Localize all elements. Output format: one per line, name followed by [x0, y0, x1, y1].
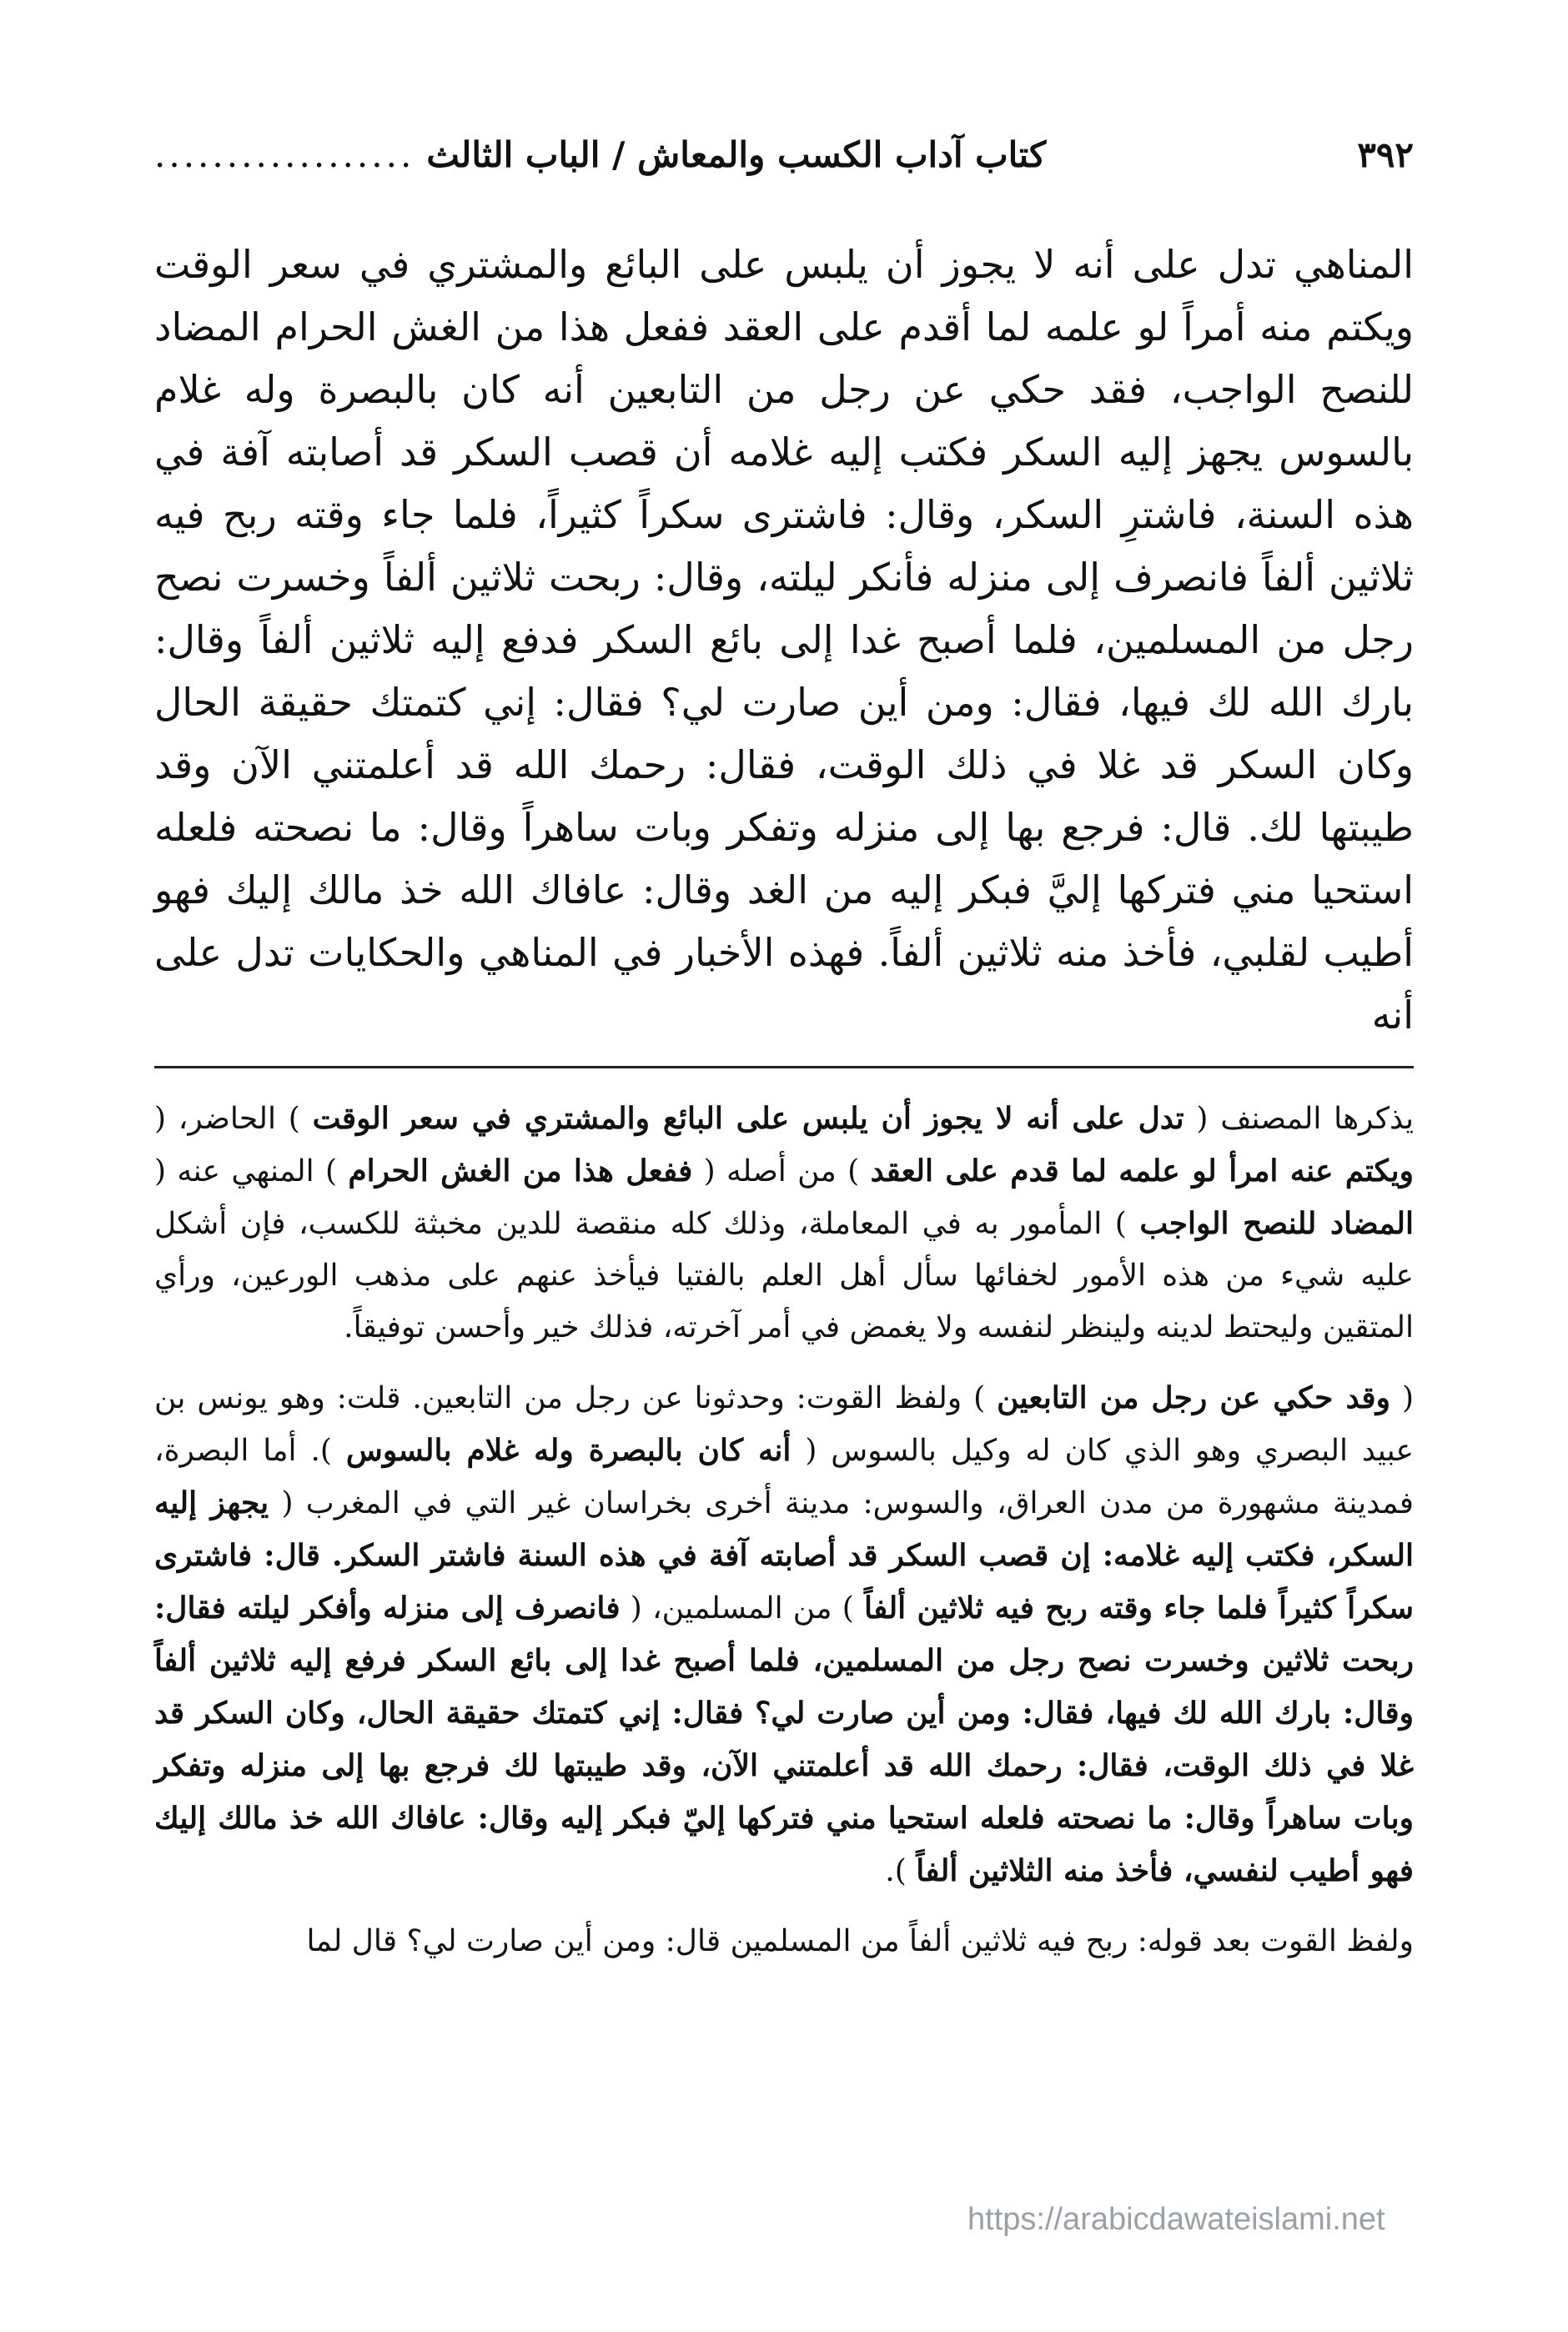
quoted-matn: ويكتم عنه امرأ لو علمه لما قدم على العقد: [870, 1153, 1414, 1189]
quoted-matn: يجهز إليه السكر، فكتب إليه غلامه: إن قصب السكر قد أصابته آفة في هذه السنة فاشتر السكر. قال: فاشترى سكراً كثيراً فلما جاء وقته ربح فيه ثلاثين ألفاً: [154, 1485, 1414, 1626]
note-paragraph-2: [154, 1372, 1414, 1897]
main-paragraph: المناهي تدل على أنه لا يجوز أن يلبس على البائع والمشتري في سعر الوقت ويكتم منه أمراً لو علمه لما أقدم على العقد ففعل هذا من الغش الحرام المضاد للنصح الواجب، فقد حكي عن رجل من التابعين أنه كان بالبصرة وله غلام بالسوس يجهز إليه السكر فكتب إليه غلامه أن قصب السكر قد أصابته آفة في هذه السنة، فاشترِ السكر، وقال: فاشترى سكراً كثيراً، فلما جاء وقته ربح فيه ثلاثين ألفاً فانصرف إلى منزله فأنكر ليلته، وقال: ربحت ثلاثين ألفاً وخسرت نصح رجل من المسلمين، فلما أصبح غدا إلى بائع السكر فدفع إليه ثلاثين ألفاً وقال: بارك الله لك فيها، فقال: ومن أين صارت لي؟ فقال: إني كتمتك حقيقة الحال وكان السكر قد غلا في ذلك الوقت، فقال: رحمك الله قد أعلمتني الآن وقد طيبتها لك. قال: فرجع بها إلى منزله وتفكر وبات ساهراً وقال: ما نصحته فلعله استحيا مني فتركها إليَّ فبكر إليه من الغد وقال: عافاك الله خذ مالك إليك فهو أطيب لقلبي، فأخذ منه ثلاثين ألفاً. فهذه الأخبار في المناهي والحكايات تدل على أنه: [154, 242, 1414, 1038]
commentary-notes: [154, 1093, 1414, 1986]
note-text: ) من المسلمين، (: [630, 1591, 854, 1626]
note-text: ).: [885, 1854, 907, 1888]
running-title: كتاب آداب الكسب والمعاش / الباب الثالث: [426, 133, 1047, 175]
page-number: ٣٩٢: [1357, 133, 1414, 175]
header-title-group: [154, 134, 1046, 175]
quoted-matn: ففعل هذا من الغش الحرام: [348, 1153, 693, 1189]
main-text: [154, 234, 1414, 1047]
quoted-matn: أنه كان بالبصرة وله غلام بالسوس: [345, 1433, 792, 1468]
quoted-matn: فانصرف إلى منزله وأفكر ليلته فقال: ربحت ثلاثين وخسرت نصح رجل من المسلمين، فلما أصبح غدا إلى بائع السكر فرفع إليه ثلاثين ألفاً وقال: بارك الله لك فيها، فقال: ومن أين صارت لي؟ فقال: إني كتمتك حقيقة الحال، وكان السكر قد غلا في ذلك الوقت، فقال: رحمك الله قد أعلمتني الآن، وقد طيبتها لك فرجع بها إلى منزله وتفكر وبات ساهراً وقال: ما نصحته فلعله استحيا مني فتركها إليّ فبكر إليه وقال: عافاك الله خذ مالك إليك فهو أطيب لنفسي، فأخذ منه الثلاثين ألفاً: [154, 1591, 1414, 1888]
note-text: (: [1401, 1381, 1414, 1415]
quoted-matn: وقد حكي عن رجل من التابعين: [997, 1380, 1390, 1415]
note-text: ) المنهي عنه (: [154, 1154, 337, 1189]
footnote-separator: [154, 1066, 1414, 1068]
note-text: ) الحاضر، (: [154, 1102, 300, 1136]
running-header: [154, 125, 1414, 183]
note-text: يذكرها المصنف (: [1196, 1102, 1414, 1136]
header-leader-dots: ..................: [154, 133, 415, 175]
quoted-matn: تدل على أنه لا يجوز أن يلبس على البائع والمشتري في سعر الوقت: [312, 1101, 1184, 1136]
note-text: ) المأمور به في المعاملة، وذلك كله منقصة للدين مخبثة للكسب، فإن أشكل عليه شيء من هذه الأمور لخفائها سأل أهل العلم بالفتيا فيأخذ عنهم على مذهب الورعين، ورأي المتقين وليحتط لدينه ولينظر لنفسه ولا يغمض في أمر آخرته، فذلك خير وأحسن توفيقاً.: [154, 1207, 1414, 1344]
note-text: ) ولفظ القوت: وحدثونا عن رجل من التابعين. قلت: وهو يونس بن عبيد البصري وهو الذي كان له وكيل بالسوس (: [154, 1381, 1414, 1468]
note-text: ). أما البصرة، فمدينة مشهورة من مدن العراق، والسوس: مدينة أخرى بخراسان غير التي في المغرب (: [154, 1434, 1415, 1520]
quoted-matn: المضاد للنصح الواجب: [1139, 1206, 1415, 1241]
note-paragraph-3: ولفظ القوت بعد قوله: ربح فيه ثلاثين ألفاً من المسلمين قال: ومن أين صارت لي؟ قال لما: [306, 1924, 1414, 1958]
note-paragraph-1: [154, 1093, 1414, 1354]
watermark-url: https://arabicdawateislami.net: [967, 2202, 1385, 2237]
note-text: ) من أصله (: [703, 1154, 860, 1189]
